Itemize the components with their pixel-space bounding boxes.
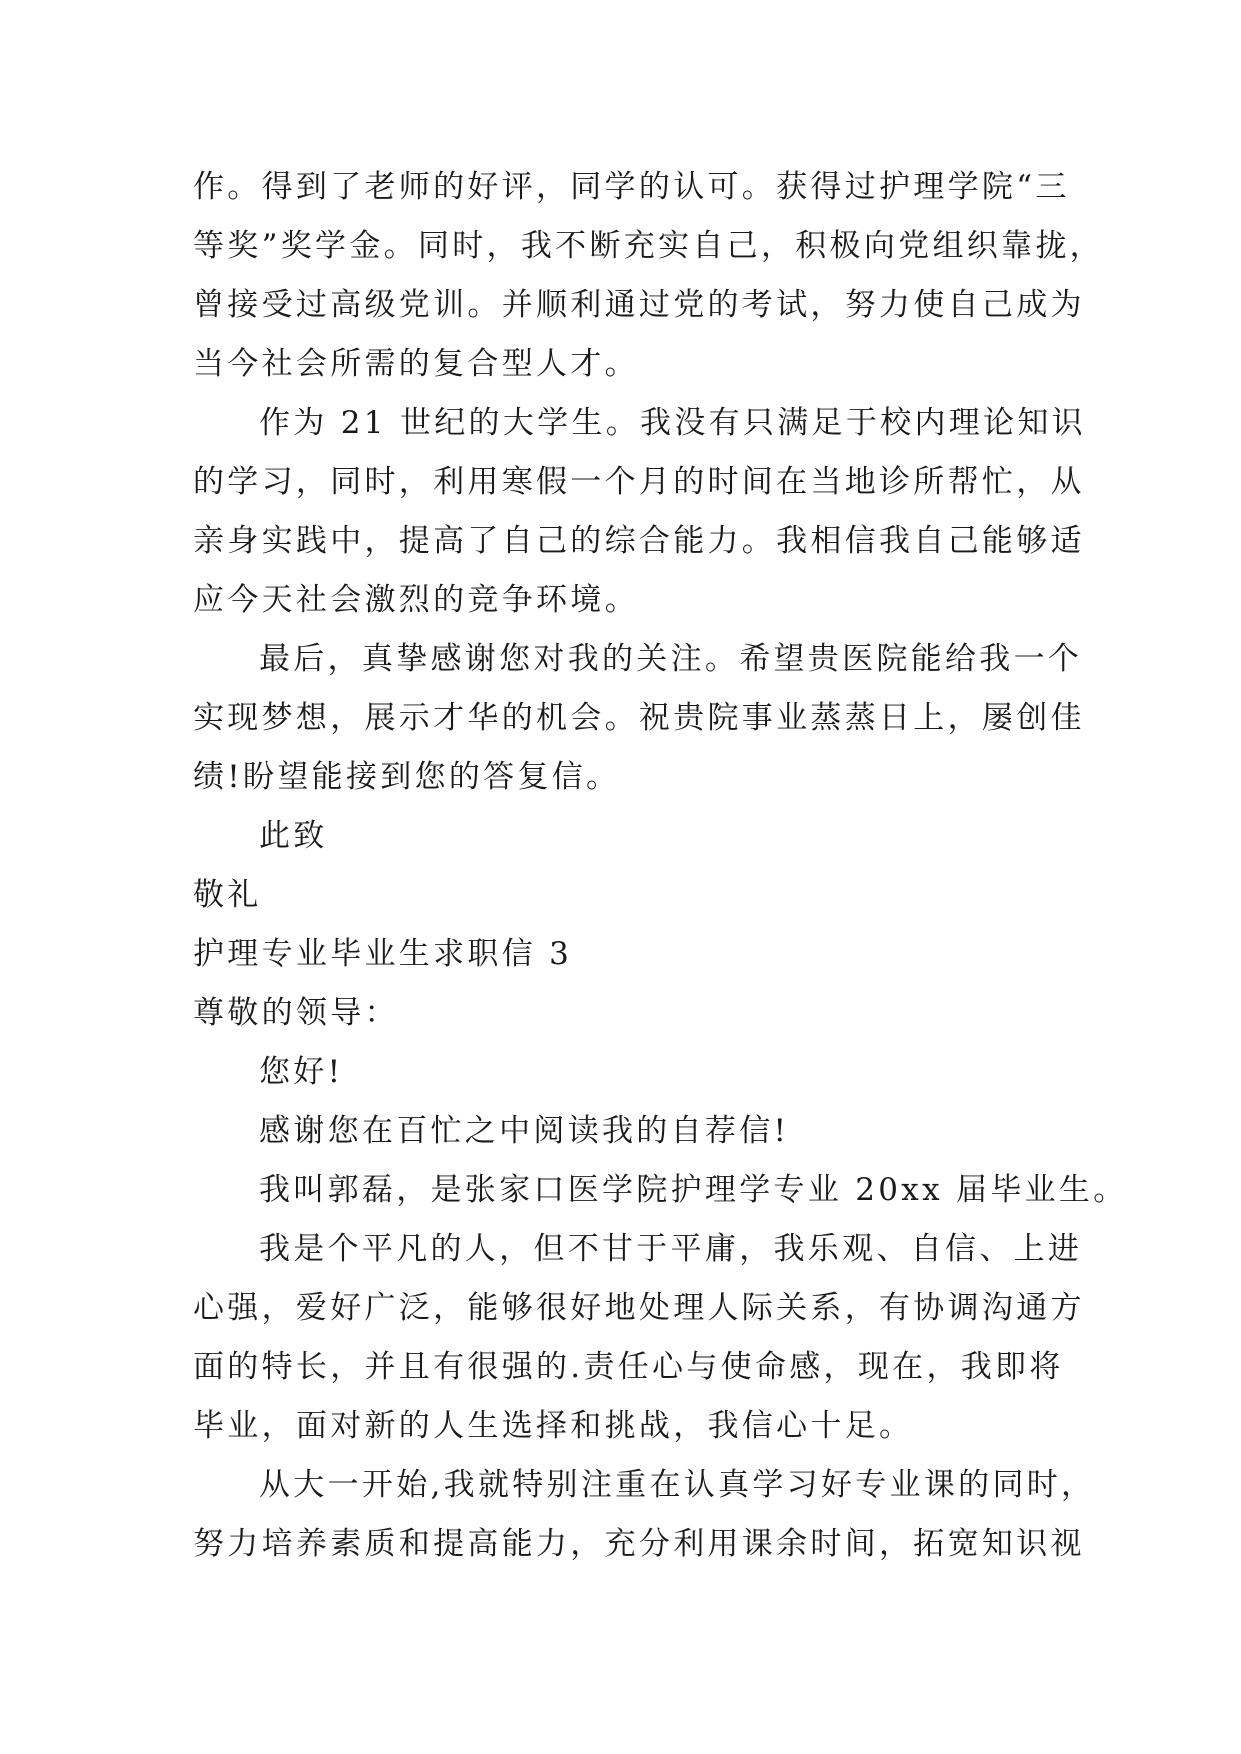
- text-line: 作为 21 世纪的大学生。我没有只满足于校内理论知识: [259, 405, 1086, 441]
- letter-title: 护理专业毕业生求职信 3: [193, 936, 573, 972]
- text-line: 实现梦想，展示才华的机会。祝贵院事业蒸蒸日上，屡创佳: [193, 700, 1085, 736]
- text-line: 等奖”奖学金。同时，我不断充实自己，积极向党组织靠拢，: [193, 228, 1104, 264]
- text-line: 感谢您在百忙之中阅读我的自荐信!: [259, 1113, 790, 1149]
- text-line: 面的特长，并且有很强的.责任心与使命感，现在，我即将: [193, 1349, 1064, 1385]
- text-line: 作。得到了老师的好评，同学的认可。获得过护理学院“三: [193, 169, 1070, 205]
- text-line: 努力培养素质和提高能力，充分利用课余时间，拓宽知识视: [193, 1526, 1085, 1562]
- text-line: 您好!: [259, 1054, 344, 1090]
- text-line: 毕业，面对新的人生选择和挑战，我信心十足。: [193, 1408, 914, 1444]
- letter-body: [193, 158, 1128, 1574]
- text-line: 的学习，同时，利用寒假一个月的时间在当地诊所帮忙，从: [193, 464, 1085, 500]
- closing-regards: 敬礼: [193, 877, 262, 913]
- closing-salutation: 此致: [259, 818, 328, 854]
- text-line: 绩!盼望能接到您的答复信。: [193, 759, 621, 795]
- text-line: 最后，真挚感谢您对我的关注。希望贵医院能给我一个: [259, 641, 1083, 677]
- text-line: 心强，爱好广泛，能够很好地处理人际关系，有协调沟通方: [193, 1290, 1085, 1326]
- text-line: 应今天社会激烈的竞争环境。: [193, 582, 639, 618]
- text-line: 从大一开始,我就特别注重在认真学习好专业课的同时，: [259, 1467, 1096, 1503]
- greeting: 尊敬的领导：: [193, 995, 399, 1031]
- text-line: 当今社会所需的复合型人才。: [193, 346, 639, 382]
- text-line: 我是个平凡的人，但不甘于平庸，我乐观、自信、上进: [259, 1231, 1083, 1267]
- text-line: 曾接受过高级党训。并顺利通过党的考试，努力使自己成为: [193, 287, 1085, 323]
- text-line: 我叫郭磊，是张家口医学院护理学专业 20xx 届毕业生。: [259, 1172, 1128, 1208]
- text-line: 亲身实践中，提高了自己的综合能力。我相信我自己能够适: [193, 523, 1085, 559]
